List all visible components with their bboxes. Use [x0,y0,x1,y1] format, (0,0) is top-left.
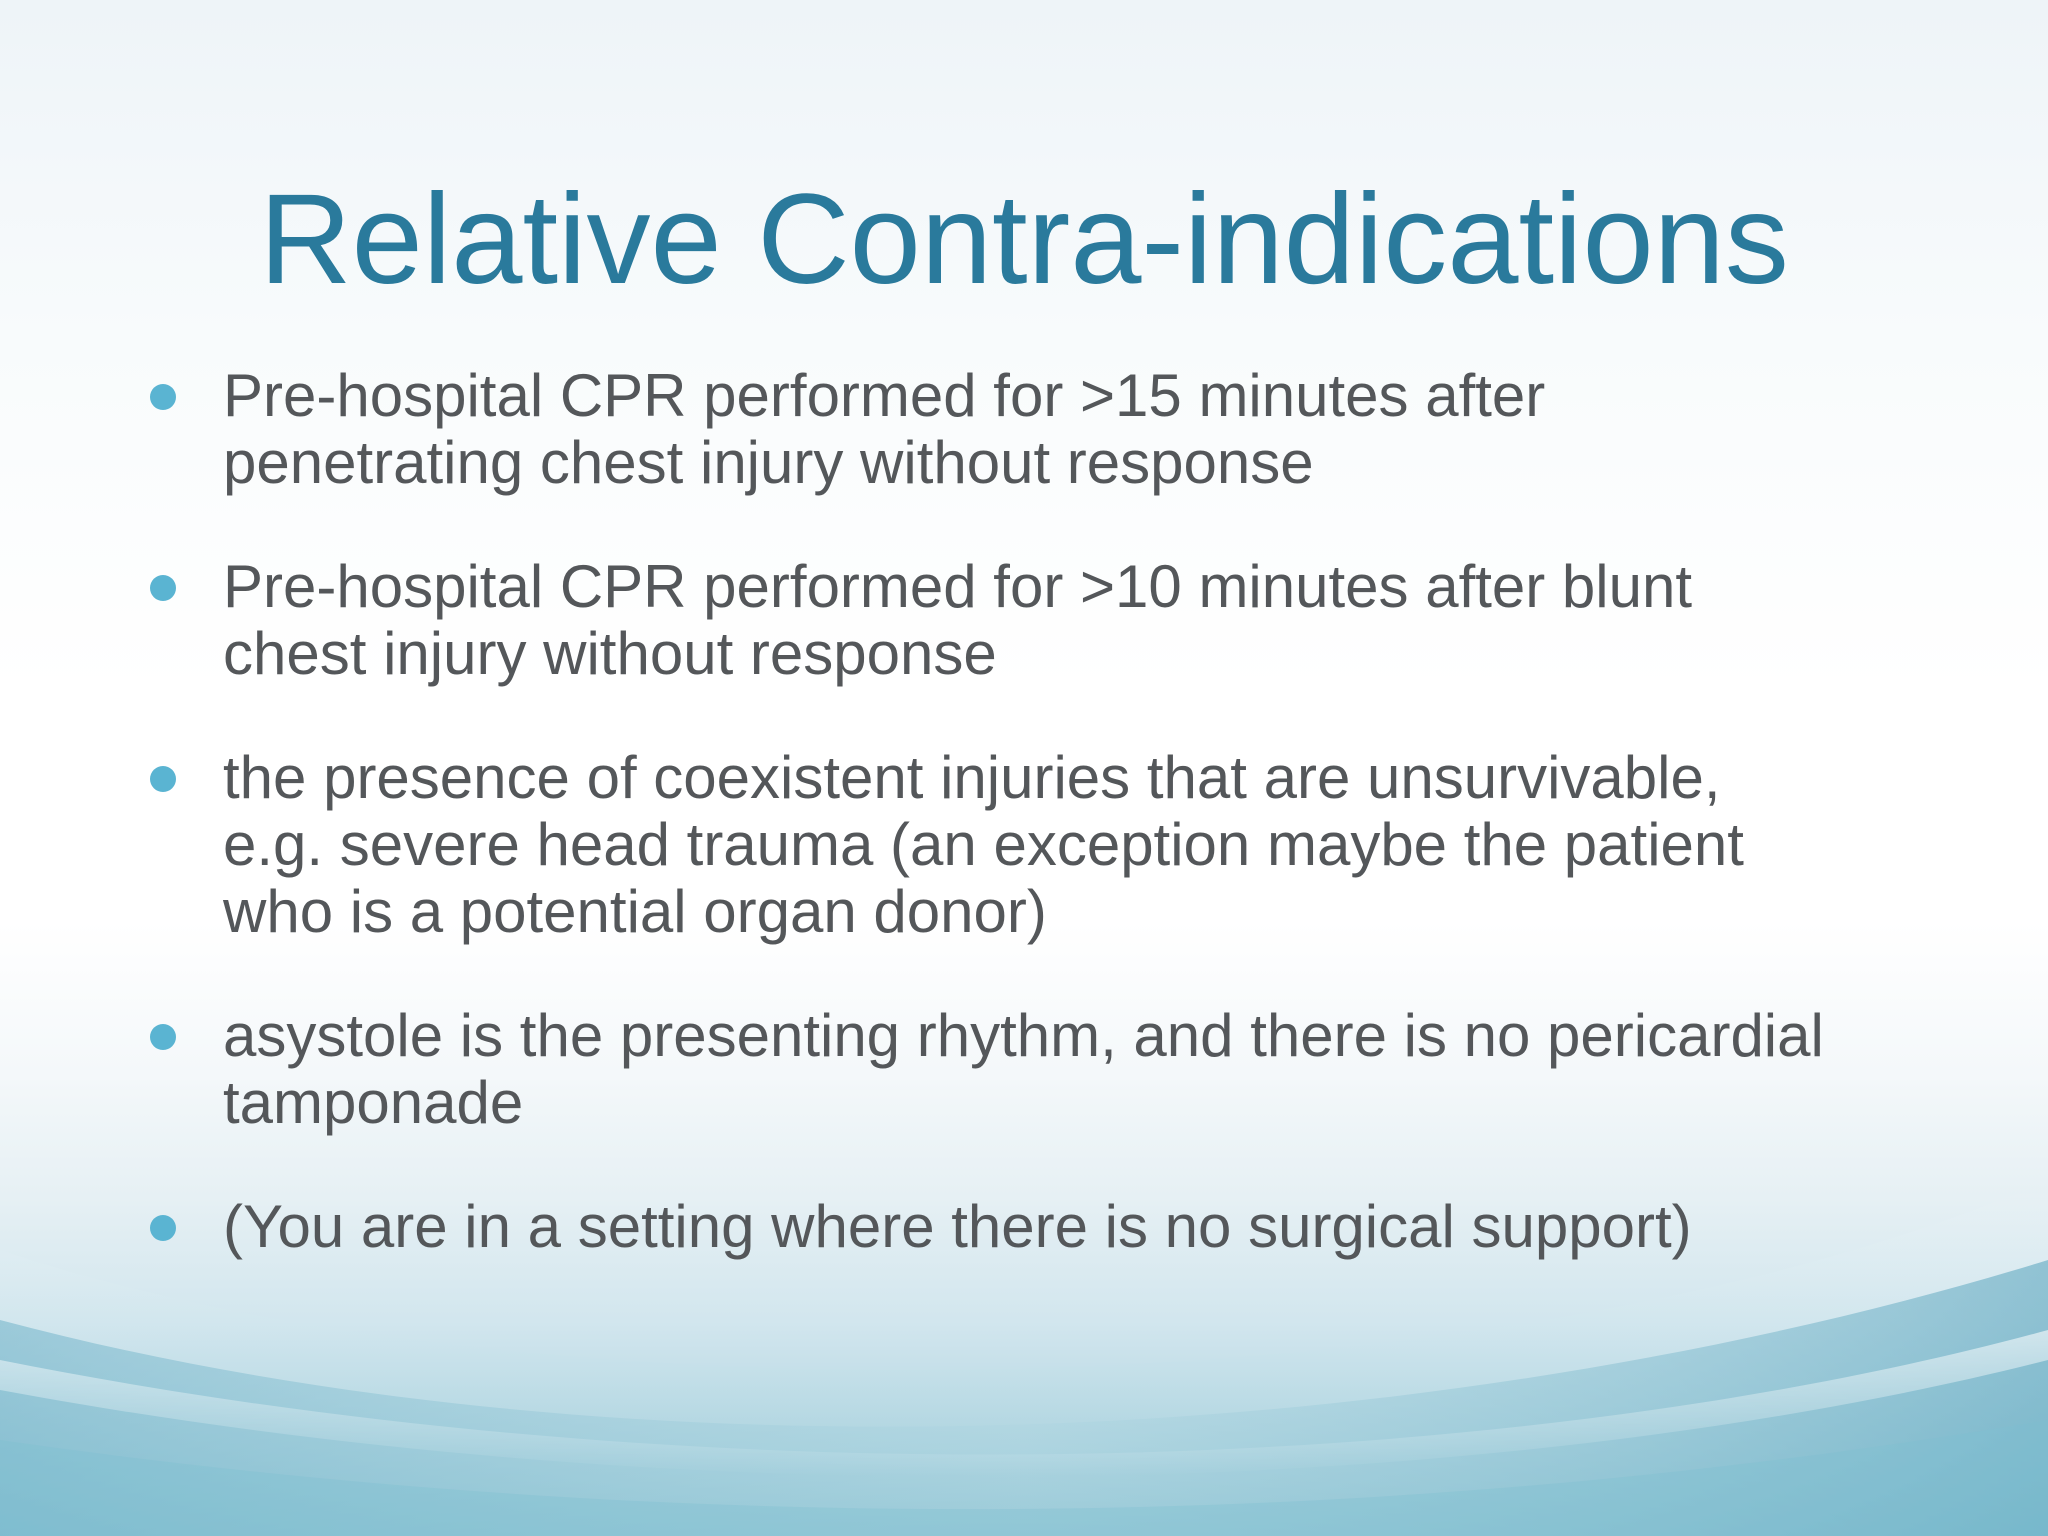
bullet-line: (You are in a setting where there is no surgical support) [223,1193,1692,1260]
bullet-line: asystole is the presenting rhythm, and there is no pericardial [223,1002,1824,1069]
bullet-line: penetrating chest injury without response [223,429,1314,496]
bullet-line: who is a potential organ donor) [223,878,1047,945]
bullet-item [148,744,1928,945]
bullet-line: Pre-hospital CPR performed for >10 minutes after blunt [223,553,1693,620]
bullet-icon [150,766,176,792]
bullet-line: Pre-hospital CPR performed for >15 minutes after [223,362,1546,429]
bullet-icon [150,1215,176,1241]
bullet-icon [150,575,176,601]
bullet-list [148,362,1928,1317]
bullet-item [148,362,1928,496]
bullet-icon [150,384,176,410]
bullet-line: tamponade [223,1069,524,1136]
bullet-line: chest injury without response [223,620,997,687]
bullet-icon [150,1024,176,1050]
bullet-item [148,1193,1928,1260]
bullet-line: e.g. severe head trauma (an exception maybe the patient [223,811,1744,878]
bullet-line: the presence of coexistent injuries that are unsurvivable, [223,744,1721,811]
slide-title: Relative Contra-indications [259,168,1789,311]
bullet-item [148,553,1928,687]
bullet-item [148,1002,1928,1136]
